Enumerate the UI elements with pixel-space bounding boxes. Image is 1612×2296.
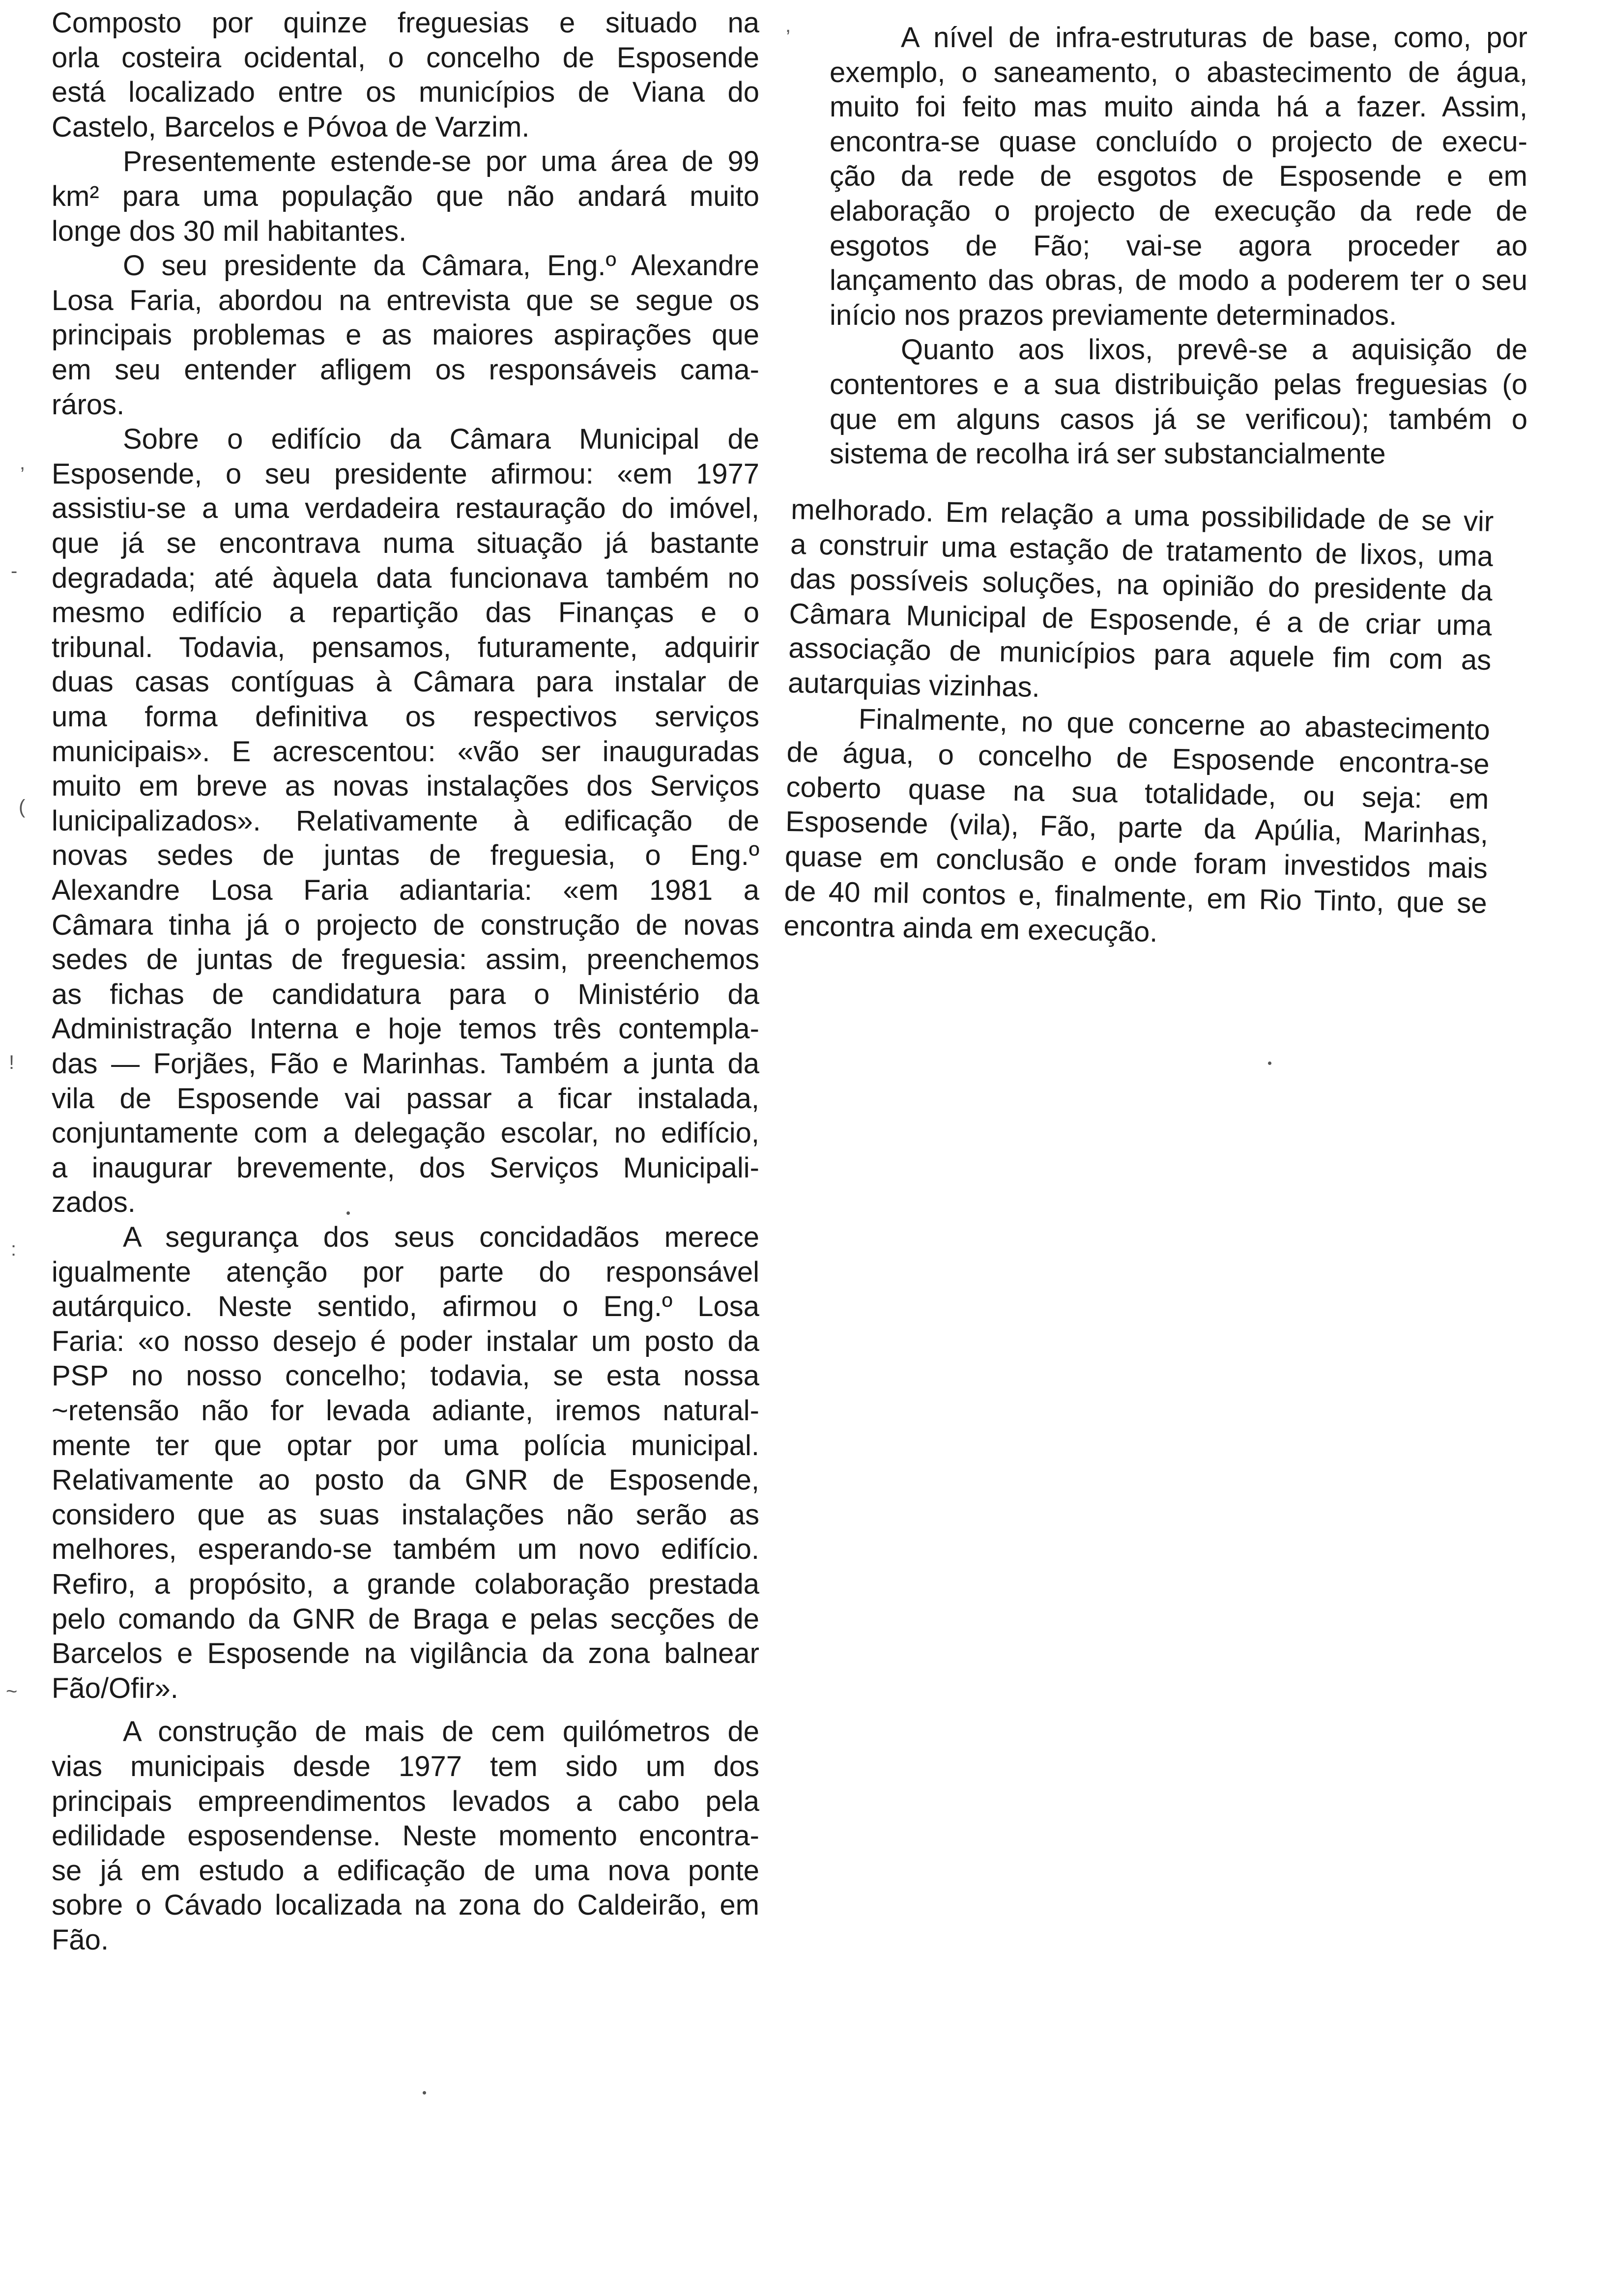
article-line: muito em breve as novas instalações dos Serviços: [52, 770, 759, 803]
article-line: elaboração o projecto de execução da rede de: [830, 195, 1527, 227]
article-line: duas casas contíguas à Câmara para instalar de: [52, 666, 759, 698]
article-line: Fão/Ofir».: [52, 1672, 178, 1704]
article-line: ção da rede de esgotos de Esposende e em: [830, 160, 1527, 193]
article-line: que em alguns casos já se verificou); também o: [830, 403, 1527, 435]
article-line: Presentemente estende-se por uma área de 99: [123, 145, 759, 178]
article-line: de 40 mil contos e, finalmente, em Rio Tinto, que se: [784, 875, 1488, 919]
article-line: Faria: «o nosso desejo é poder instalar um posto da: [52, 1325, 759, 1357]
article-line: Barcelos e Esposende na vigilância da zona balnear: [52, 1637, 759, 1670]
article-line: Administração Interna e hoje temos três contempla-: [52, 1013, 759, 1045]
article-line: ~retensão não for levada adiante, iremos natural-: [52, 1395, 759, 1427]
article-line: vias municipais desde 1977 tem sido um dos: [52, 1751, 759, 1782]
article-line: Alexandre Losa Faria adiantaria: «em 1981 a: [52, 874, 759, 906]
article-line: sobre o Cávado localizada na zona do Caldeirão, em: [52, 1889, 759, 1922]
scan-speck: [346, 1211, 350, 1215]
article-line: Relativamente ao posto da GNR de Esposende,: [52, 1464, 759, 1496]
article-line: Fão.: [52, 1924, 109, 1956]
margin-mark: ~: [6, 1681, 18, 1702]
article-line: melhores, esperando-se também um novo edifício.: [52, 1533, 759, 1566]
article-line: considero que as suas instalações não serão as: [52, 1498, 759, 1531]
article-line: A construção de mais de cem quilómetros de: [123, 1716, 759, 1748]
article-line: sedes de juntas de freguesia: assim, preenchemos: [52, 944, 759, 976]
article-line: principais problemas e as maiores aspirações que: [52, 319, 759, 351]
article-line: autarquias vizinhas.: [787, 666, 1040, 703]
article-line: exemplo, o saneamento, o abastecimento de água,: [830, 56, 1527, 88]
article-right-column-top: [830, 21, 1527, 483]
article-line: orla costeira ocidental, o concelho de Esposende: [52, 41, 759, 74]
article-line: em seu entender afligem os responsáveis cama-: [52, 354, 759, 386]
article-line: a inaugurar brevemente, dos Serviços Municipali-: [52, 1151, 759, 1184]
article-line: km² para uma população que não andará muito: [52, 180, 759, 212]
article-line: A nível de infra-estruturas de base, como, por: [901, 22, 1527, 54]
article-line: Sobre o edifício da Câmara Municipal de: [123, 423, 759, 456]
article-line: as fichas de candidatura para o Ministério da: [52, 978, 759, 1010]
article-line: Finalmente, no que concerne ao abastecimento: [858, 703, 1491, 746]
article-line: lunicipalizados». Relativamente à edificação de: [52, 804, 759, 837]
article-line: ráros.: [52, 388, 125, 421]
article-line: contentores e a sua distribuição pelas freguesias (o: [830, 369, 1527, 401]
article-line: a construir uma estação de tratamento de lixos, uma: [790, 528, 1494, 573]
article-line: autárquico. Neste sentido, afirmou o Eng.º Losa: [52, 1291, 759, 1323]
article-line: conjuntamente com a delegação escolar, no edifício,: [52, 1117, 759, 1149]
article-line: tribunal. Todavia, pensamos, futuramente, adquirir: [52, 631, 759, 663]
article-line: sistema de recolha irá ser substancialmente: [830, 438, 1386, 470]
scan-speck: [1268, 1062, 1271, 1065]
article-line: municipais». E acrescentou: «vão ser inauguradas: [52, 735, 759, 768]
article-line: Esposende (vila), Fão, parte da Apúlia, Marinhas,: [785, 805, 1489, 850]
article-line: degradada; até àquela data funcionava também no: [52, 562, 759, 594]
article-line: coberto quase na sua totalidade, ou seja: em: [785, 771, 1489, 815]
margin-mark: ,: [20, 452, 26, 474]
article-line: das — Forjães, Fão e Marinhas. Também a junta da: [52, 1048, 759, 1080]
article-line: quase em conclusão e onde foram investidos mais: [784, 840, 1488, 885]
article-line: edilidade esposendense. Neste momento encontra-: [52, 1820, 759, 1852]
article-line: assistiu-se a uma verdadeira restauração do imóvel,: [52, 492, 759, 525]
article-line: vila de Esposende vai passar a ficar instalada,: [52, 1082, 759, 1115]
article-line: zados.: [52, 1186, 136, 1219]
article-line: O seu presidente da Câmara, Eng.º Alexandre: [123, 250, 759, 282]
margin-mark: ,: [785, 15, 791, 36]
article-line: associação de municípios para aquele fim com as: [788, 632, 1492, 677]
scan-speck: [423, 2091, 426, 2095]
article-line: de água, o concelho de Esposende encontra-se: [786, 736, 1490, 781]
article-line: Esposende, o seu presidente afirmou: «em 1977: [52, 458, 759, 490]
article-line: Câmara Municipal de Esposende, é a de criar uma: [789, 597, 1493, 642]
article-line: PSP no nosso concelho; todavia, se esta nossa: [52, 1360, 759, 1392]
article-line: se já em estudo a edificação de uma nova ponte: [52, 1854, 759, 1887]
article-line: encontra-se quase concluído o projecto de execu-: [830, 125, 1527, 158]
article-line: Câmara tinha já o projecto de construção de novas: [52, 909, 759, 941]
article-line: que já se encontrava numa situação já bastante: [52, 527, 759, 559]
article-line: igualmente atenção por parte do responsável: [52, 1256, 759, 1288]
article-line: encontra ainda em execução.: [783, 910, 1158, 948]
article-line: Losa Faria, abordou na entrevista que se segue os: [52, 284, 759, 316]
article-line: mente ter que optar por uma polícia municipal.: [52, 1429, 759, 1462]
article-line: pelo comando da GNR de Braga e pelas secções de: [52, 1603, 759, 1635]
article-line: mesmo edifício a repartição das Finanças e o: [52, 597, 759, 629]
article-line: Refiro, a propósito, a grande colaboração prestada: [52, 1568, 759, 1600]
article-line: Quanto aos lixos, prevê-se a aquisição de: [901, 334, 1527, 366]
article-line: novas sedes de juntas de freguesia, o Eng.º: [52, 839, 759, 872]
article-line: muito foi feito mas muito ainda há a fazer. Assim,: [830, 91, 1527, 123]
article-line: A segurança dos seus concidadãos merece: [123, 1221, 759, 1253]
article-line: Composto por quinze freguesias e situado na: [52, 7, 759, 39]
margin-mark: (: [19, 796, 26, 818]
article-line: Castelo, Barcelos e Póvoa de Varzim.: [52, 111, 530, 143]
article-line: uma forma definitiva os respectivos serviços: [52, 701, 759, 733]
article-line: esgotos de Fão; vai-se agora proceder ao: [830, 230, 1527, 262]
article-left-column: [52, 6, 759, 1972]
article-line: das possíveis soluções, na opinião do presidente da: [789, 563, 1493, 607]
article-line: início nos prazos previamente determinados.: [830, 299, 1397, 331]
article-line: lançamento das obras, de modo a poderem ter o seu: [830, 264, 1527, 297]
article-line: principais empreendimentos levados a cabo pela: [52, 1785, 759, 1817]
article-line: está localizado entre os municípios de Viana do: [52, 76, 759, 109]
article-line: melhorado. Em relação a uma possibilidade de se vir: [790, 493, 1494, 538]
margin-mark: !: [9, 1052, 15, 1073]
margin-mark: -: [11, 560, 18, 582]
margin-mark: :: [11, 1238, 17, 1260]
article-right-column-bottom: [783, 492, 1494, 986]
article-line: longe dos 30 mil habitantes.: [52, 215, 407, 247]
